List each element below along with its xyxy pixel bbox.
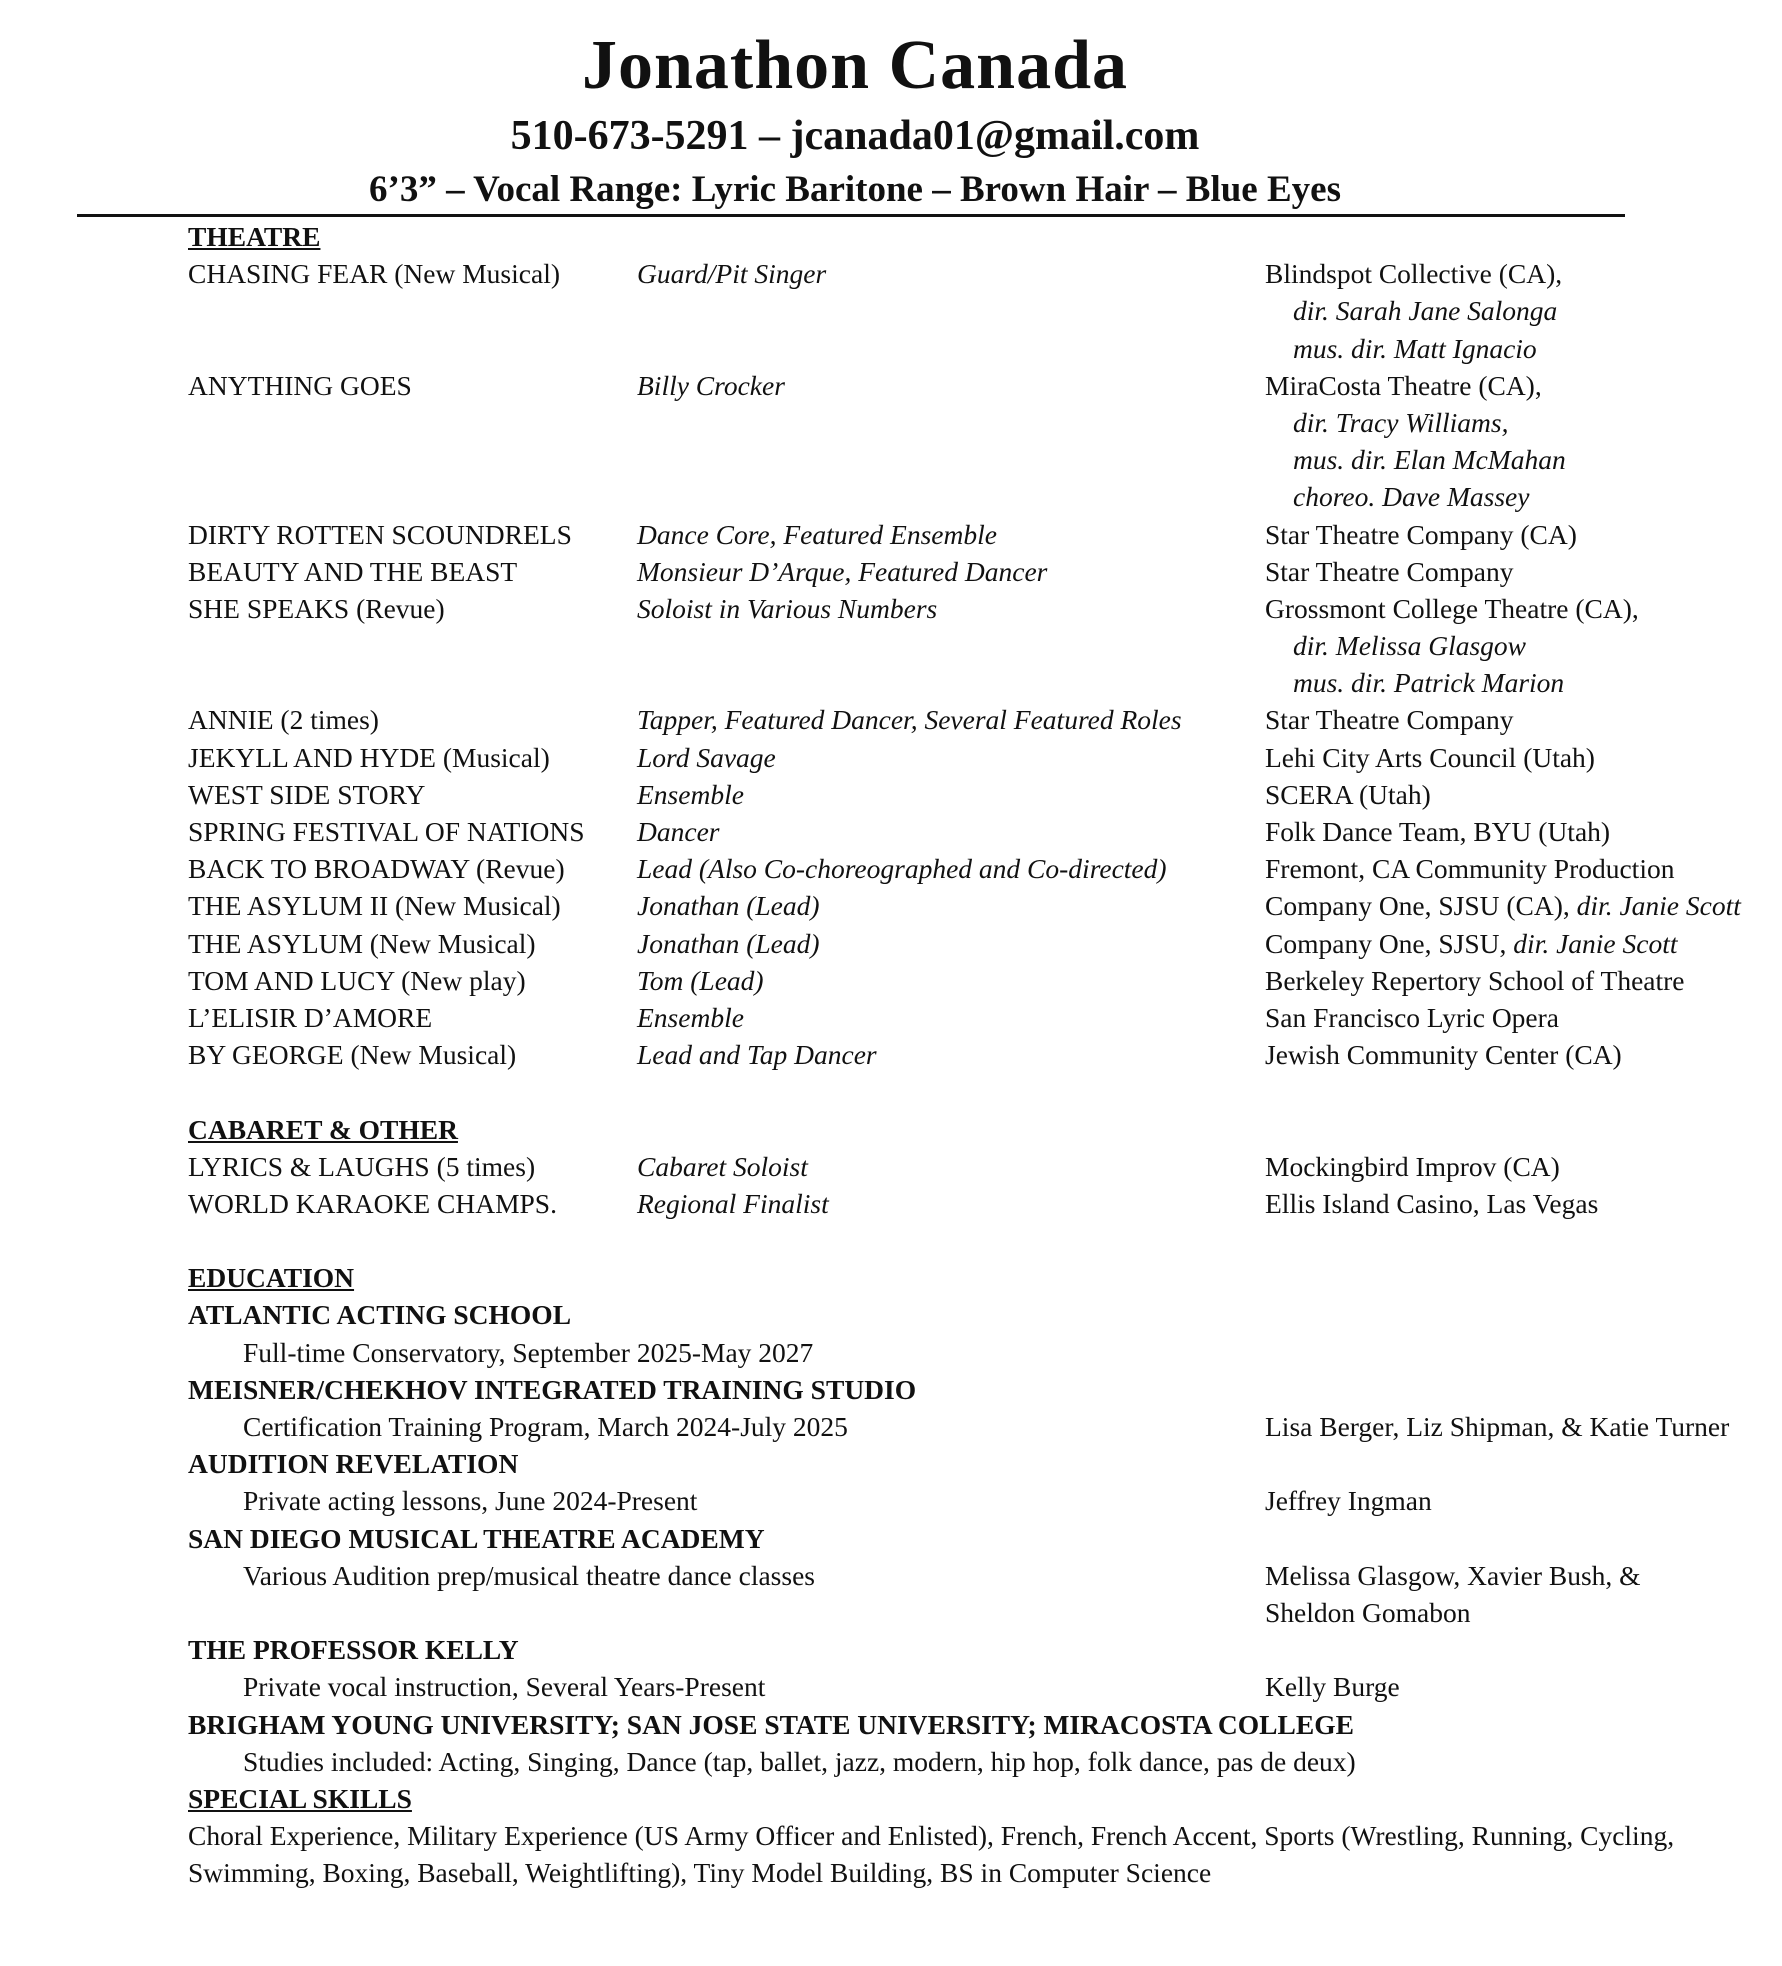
role-name: Soloist in Various Numbers: [637, 592, 938, 624]
section-heading: THEATRE: [188, 221, 321, 252]
show-title: SPRING FESTIVAL OF NATIONS: [188, 816, 585, 847]
credit-row: [188, 367, 1782, 404]
instructor-names: Jeffrey Ingman: [1265, 1485, 1432, 1517]
venue-name: MiraCosta Theatre (CA),: [1265, 369, 1542, 401]
school-name: MEISNER/CHEKHOV INTEGRATED TRAINING STUDIO: [188, 1373, 917, 1405]
section-heading: CABARET & OTHER: [188, 1113, 458, 1145]
venue-name: San Francisco Lyric Opera: [1265, 1001, 1560, 1033]
education-detail-row: [188, 1743, 1782, 1780]
role-name: Lead (Also Co-choreographed and Co-directed): [637, 853, 1167, 885]
school-name: ATLANTIC ACTING SCHOOL: [188, 1299, 572, 1331]
performer-name: Jonathon Canada: [581, 27, 1128, 104]
contact-line: 510-673-5291 – jcanada01@gmail.com: [510, 113, 1200, 159]
venue-name: Blindspot Collective (CA),: [1265, 258, 1563, 290]
show-title: THE ASYLUM (New Musical): [188, 927, 536, 959]
show-title: BY GEORGE (New Musical): [188, 1039, 517, 1071]
program-description: Studies included: Acting, Singing, Dance (tap, ballet, jazz, modern, hip hop, folk dance, pas de deux): [243, 1745, 1356, 1777]
director-credit: dir. Janie Scott: [1513, 927, 1678, 959]
venue-name: Star Theatre Company (CA): [1265, 518, 1577, 550]
credit-row: [188, 999, 1782, 1036]
program-description: Certification Training Program, March 2024-July 2025: [243, 1411, 848, 1442]
instructor-names: Melissa Glasgow, Xavier Bush, &: [1265, 1559, 1641, 1591]
credit-row: [188, 590, 1782, 627]
role-name: Ensemble: [637, 778, 744, 810]
credit-row: [188, 1036, 1782, 1073]
credit-row: [188, 516, 1782, 553]
credit-subline: [188, 664, 1782, 701]
venue-name: Lehi City Arts Council (Utah): [1265, 741, 1595, 773]
show-title: BACK TO BROADWAY (Revue): [188, 853, 565, 885]
venue-name: Star Theatre Company: [1265, 704, 1514, 736]
role-name: Ensemble: [637, 1001, 744, 1033]
show-title: THE ASYLUM II (New Musical): [188, 890, 561, 922]
role-name: Jonathan (Lead): [637, 927, 820, 959]
program-description: Full-time Conservatory, September 2025-May 2027: [243, 1336, 814, 1368]
role-name: Cabaret Soloist: [637, 1150, 808, 1182]
credit-row: [188, 1148, 1782, 1185]
venue-name: Company One, SJSU (CA), dir. Janie Scott: [1265, 890, 1741, 922]
skills-text: Choral Experience, Military Experience (US Army Officer and Enlisted), French, French Accent, Sports (Wrestling, Running, Cycling, Swimming, Boxing, Baseball, Weightlifting), Tiny Model Building, BS in Computer Science: [188, 1820, 1675, 1889]
credit-subline: [188, 404, 1782, 441]
credit-row: [188, 255, 1782, 292]
credit-row: [188, 887, 1782, 924]
role-name: Monsieur D’Arque, Featured Dancer: [637, 555, 1048, 587]
show-title: TOM AND LUCY (New play): [188, 964, 526, 996]
show-title: L’ELISIR D’AMORE: [188, 1001, 433, 1033]
director-credit: dir. Sarah Jane Salonga: [1293, 295, 1558, 327]
instructor-names: Sheldon Gomabon: [1265, 1596, 1471, 1628]
show-title: WEST SIDE STORY: [188, 778, 426, 810]
education-detail-row: [188, 1668, 1782, 1705]
venue-name: Jewish Community Center (CA): [1265, 1039, 1622, 1071]
section-heading: SPECIAL SKILLS: [188, 1782, 412, 1814]
role-name: Dancer: [637, 816, 720, 847]
show-title: WORLD KARAOKE CHAMPS.: [188, 1187, 557, 1219]
role-name: Jonathan (Lead): [637, 890, 820, 922]
role-name: Billy Crocker: [637, 369, 785, 401]
director-credit: dir. Janie Scott: [1576, 890, 1741, 922]
venue-name: Ellis Island Casino, Las Vegas: [1265, 1187, 1599, 1219]
credit-row: [188, 925, 1782, 962]
program-description: Private acting lessons, June 2024-Present: [243, 1485, 698, 1517]
director-credit: dir. Melissa Glasgow: [1293, 630, 1527, 662]
credit-subline: [188, 478, 1782, 515]
education-detail-row: [188, 1482, 1782, 1519]
credit-subline: [188, 627, 1782, 664]
role-name: Tom (Lead): [637, 964, 764, 996]
header-divider: [77, 214, 1625, 217]
section-heading: EDUCATION: [188, 1262, 355, 1294]
venue-name: Company One, SJSU, dir. Janie Scott: [1265, 927, 1678, 959]
show-title: CHASING FEAR (New Musical): [188, 258, 560, 290]
school-name: AUDITION REVELATION: [188, 1448, 519, 1480]
credit-row: [188, 813, 1782, 850]
education-detail-row: [188, 1334, 1782, 1371]
show-title: LYRICS & LAUGHS (5 times): [188, 1150, 536, 1182]
program-description: Private vocal instruction, Several Years-Present: [243, 1671, 766, 1703]
show-title: ANYTHING GOES: [188, 369, 412, 401]
instructor-names: Kelly Burge: [1265, 1671, 1400, 1703]
venue-name: Folk Dance Team, BYU (Utah): [1265, 816, 1611, 847]
director-credit: mus. dir. Patrick Marion: [1293, 667, 1565, 699]
show-title: BEAUTY AND THE BEAST: [188, 555, 518, 587]
director-credit: mus. dir. Elan McMahan: [1293, 444, 1566, 476]
credit-row: [188, 962, 1782, 999]
cabaret-section: [188, 1111, 1782, 1223]
physical-stats: 6’3” – Vocal Range: Lyric Baritone – Brown Hair – Blue Eyes: [369, 169, 1341, 210]
credit-row: [188, 553, 1782, 590]
show-title: SHE SPEAKS (Revue): [188, 592, 445, 624]
venue-name: Berkeley Repertory School of Theatre: [1265, 964, 1685, 996]
venue-name: Fremont, CA Community Production: [1265, 853, 1675, 885]
credit-row: [188, 850, 1782, 887]
director-credit: dir. Tracy Williams,: [1293, 406, 1509, 438]
instructor-names: Lisa Berger, Liz Shipman, & Katie Turner: [1265, 1411, 1730, 1442]
credit-row: [188, 701, 1782, 738]
credit-subline: [188, 441, 1782, 478]
skills-section: [188, 1780, 1782, 1892]
school-name: THE PROFESSOR KELLY: [188, 1634, 519, 1666]
role-name: Lead and Tap Dancer: [637, 1039, 877, 1071]
school-name: SAN DIEGO MUSICAL THEATRE ACADEMY: [188, 1522, 765, 1554]
education-detail-row: [188, 1594, 1782, 1631]
show-title: JEKYLL AND HYDE (Musical): [188, 741, 550, 773]
school-name: BRIGHAM YOUNG UNIVERSITY; SAN JOSE STATE UNIVERSITY; MIRACOSTA COLLEGE: [188, 1708, 1354, 1740]
venue-name: Grossmont College Theatre (CA),: [1265, 592, 1639, 624]
role-name: Regional Finalist: [637, 1187, 829, 1219]
theatre-section: [188, 218, 1782, 1073]
education-section: [188, 1259, 1782, 1780]
role-name: Dance Core, Featured Ensemble: [637, 518, 997, 550]
education-detail-row: [188, 1408, 1782, 1445]
director-credit: mus. dir. Matt Ignacio: [1293, 332, 1537, 364]
resume-body: [188, 218, 1782, 1891]
role-name: Lord Savage: [637, 741, 776, 773]
credit-row: [188, 1185, 1782, 1222]
credit-row: [188, 739, 1782, 776]
credit-row: [188, 776, 1782, 813]
venue-name: Star Theatre Company: [1265, 555, 1514, 587]
credit-subline: [188, 330, 1782, 367]
director-credit: choreo. Dave Massey: [1293, 481, 1530, 513]
credit-subline: [188, 292, 1782, 329]
show-title: ANNIE (2 times): [188, 704, 379, 736]
show-title: DIRTY ROTTEN SCOUNDRELS: [188, 518, 572, 550]
venue-name: SCERA (Utah): [1265, 778, 1431, 810]
role-name: Guard/Pit Singer: [637, 258, 827, 290]
program-description: Various Audition prep/musical theatre dance classes: [243, 1559, 815, 1591]
role-name: Tapper, Featured Dancer, Several Featured Roles: [637, 704, 1182, 736]
venue-name: Mockingbird Improv (CA): [1265, 1150, 1560, 1182]
education-detail-row: [188, 1557, 1782, 1594]
